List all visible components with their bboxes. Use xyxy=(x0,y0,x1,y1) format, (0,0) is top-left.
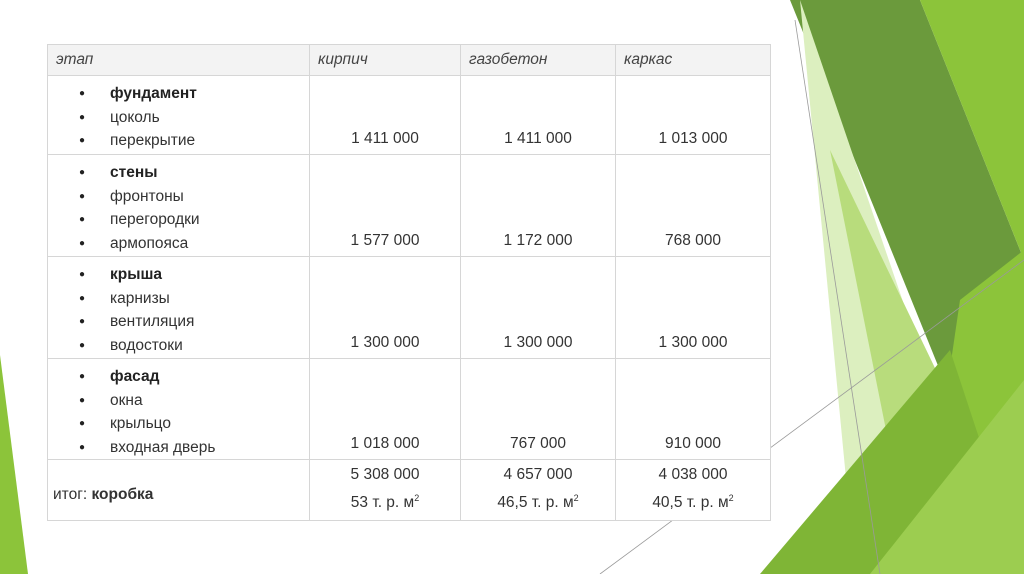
cost-table xyxy=(47,44,771,521)
total-value: 4 038 000 xyxy=(658,466,728,483)
value-cell: 768 000 xyxy=(616,155,771,257)
value-cell: 1 577 000 xyxy=(310,155,461,257)
total-value: 4 657 000 xyxy=(503,466,573,483)
total-value: 5 308 000 xyxy=(350,466,420,483)
total-label xyxy=(48,460,310,521)
total-label-prefix: итог: xyxy=(53,486,92,503)
left-green-strip xyxy=(0,355,28,574)
list-item: ● вентиляция xyxy=(48,310,309,334)
list-item: ● окна xyxy=(48,389,309,413)
value-cell: 1 300 000 xyxy=(616,257,771,359)
list-item: ● водостоки xyxy=(48,334,309,358)
value-cell: 1 300 000 xyxy=(461,257,616,359)
list-item: ● фронтоны xyxy=(48,185,309,209)
list-item: ● крыльцо xyxy=(48,412,309,436)
per-m2-value: 53 т. р. $м^2$ xyxy=(350,492,420,511)
list-item: ● перекрытие xyxy=(48,129,309,153)
header-frame: каркас xyxy=(616,45,771,76)
table-row xyxy=(48,359,771,460)
header-brick: кирпич xyxy=(310,45,461,76)
header-aerated-concrete: газобетон xyxy=(461,45,616,76)
value-cell: 1 411 000 xyxy=(310,76,461,155)
table-row xyxy=(48,76,771,155)
value-cell: 1 300 000 xyxy=(310,257,461,359)
value-cell: 1 018 000 xyxy=(310,359,461,460)
total-label-bold: коробка xyxy=(91,486,154,503)
table-row xyxy=(48,155,771,257)
stage-cell xyxy=(48,257,310,359)
value-cell: 1 172 000 xyxy=(461,155,616,257)
list-item: ● цоколь xyxy=(48,106,309,130)
value-cell: 1 411 000 xyxy=(461,76,616,155)
total-cell xyxy=(461,460,616,521)
total-cell xyxy=(616,460,771,521)
per-m2-value: 40,5 т. р. $м^2$ xyxy=(652,492,734,511)
list-item: ● входная дверь xyxy=(48,436,309,460)
list-item: ● фундамент xyxy=(48,82,309,106)
header-stage: этап xyxy=(48,45,310,76)
list-item: ● карнизы xyxy=(48,287,309,311)
stage-cell xyxy=(48,359,310,460)
stage-cell xyxy=(48,76,310,155)
list-item: ● стены xyxy=(48,161,309,185)
stage-cell xyxy=(48,155,310,257)
value-cell: 1 013 000 xyxy=(616,76,771,155)
per-m2-value: 46,5 т. р. $м^2$ xyxy=(497,492,579,511)
value-cell: 767 000 xyxy=(461,359,616,460)
list-item: ● армопояса xyxy=(48,232,309,256)
total-cell xyxy=(310,460,461,521)
total-row xyxy=(48,460,771,521)
table-header-row xyxy=(48,45,771,76)
list-item: ● крыша xyxy=(48,263,309,287)
list-item: ● фасад xyxy=(48,365,309,389)
value-cell: 910 000 xyxy=(616,359,771,460)
table-row xyxy=(48,257,771,359)
list-item: ● перегородки xyxy=(48,208,309,232)
